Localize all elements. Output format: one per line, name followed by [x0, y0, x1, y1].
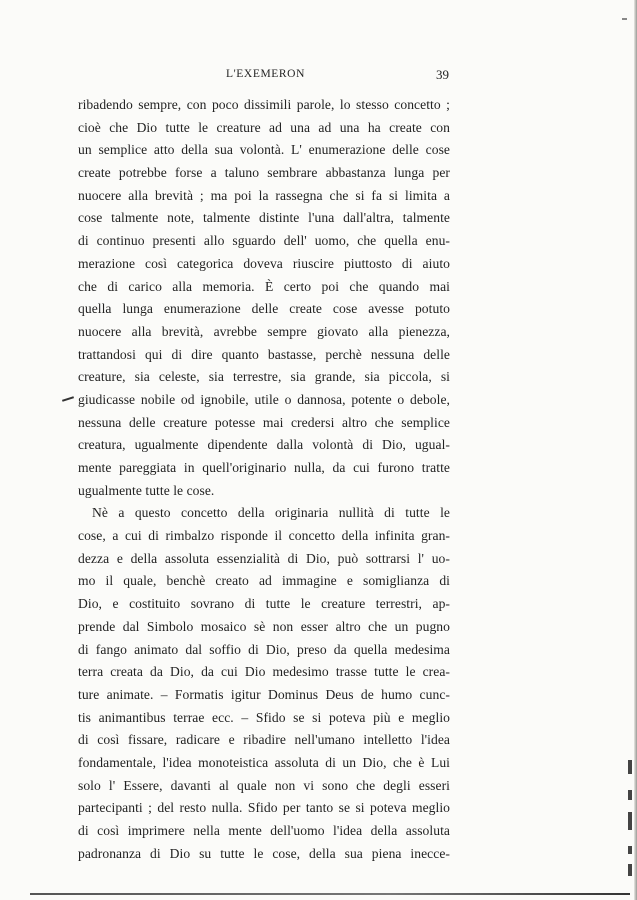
text-line: Nè a questo concetto della originaria nullità di tutte le — [92, 505, 450, 521]
text-line: trattandosi qui di dire quanto bastasse, perchè nessuna delle — [78, 346, 450, 362]
text-line: giudicasse nobile od ignobile, utile o dannosa, potente o debole, — [78, 391, 450, 407]
body-text — [78, 94, 450, 865]
text-line: tis animantibus terrae ecc. – Sfido se si poteva più e meglio — [78, 709, 450, 725]
margin-mark — [62, 396, 74, 402]
text-line: creatura, ugualmente dipendente dalla volontà di Dio, ugual- — [78, 437, 450, 453]
text-line: merazione così categorica doveva riuscire piuttosto di aiuto — [78, 255, 450, 271]
text-line: di così imprimere nella mente dell'uomo l'idea della assoluta — [78, 823, 450, 838]
text-line: fondamentale, l'idea monoteistica assoluta di un Dio, che è Lui — [78, 754, 450, 770]
text-line: cose, a cui di rimbalzo risponde il concetto della infinita gran- — [78, 528, 450, 544]
text-line: solo l' Essere, davanti al quale non vi sono che degli esseri — [78, 777, 450, 793]
text-line: di così fissare, radicare e ribadire nell'umano intelletto l'idea — [78, 732, 450, 748]
text-line: padronanza di Dio su tutte le cose, della sua piena inecce- — [78, 845, 450, 861]
scan-mark — [622, 18, 627, 20]
text-line: un semplice atto della sua volontà. L' enumerazione delle cose — [78, 142, 450, 158]
text-line: creature, sia celeste, sia terrestre, sia grande, sia piccola, si — [78, 369, 450, 385]
running-header — [0, 68, 637, 84]
text-line: nuocere alla brevità, avrebbe sempre giovato alla pienezza, — [78, 323, 450, 339]
text-line: ture animate. – Formatis igitur Dominus Deus de humo cunc- — [78, 686, 450, 702]
text-line: ugualmente tutte le cose. — [78, 482, 215, 498]
page-number: 39 — [436, 67, 449, 82]
text-line: mente pareggiata in quell'originario nulla, da cui furono tratte — [78, 460, 450, 475]
text-line: Dio, e costituito sovrano di tutte le creature terrestri, ap- — [78, 596, 450, 612]
text-line: di fango animato dal soffio di Dio, preso da quella medesima — [78, 641, 450, 657]
text-line: mo il quale, benchè creato ad immagine e somiglianza di — [78, 573, 450, 589]
text-line: quella lunga enumerazione delle create cose avesse potuto — [78, 301, 450, 317]
text-line: cioè che Dio tutte le creature ad una ad una ha create con — [78, 119, 450, 135]
running-title: L'EXEMERON — [226, 68, 305, 80]
text-line: di continuo presenti allo sguardo dell' uomo, che quella enu- — [78, 233, 450, 249]
page-edge-marks — [628, 760, 633, 880]
text-line: dezza e della assoluta essenzialità di Dio, può sottrarsi l' uo- — [78, 550, 450, 566]
text-line: che di carico alla memoria. È certo poi che quando mai — [78, 278, 450, 294]
text-line: cose talmente note, talmente distinte l'una dall'altra, talmente — [78, 210, 450, 226]
text-line: nuocere alla brevità ; ma poi la rassegna che si fa si limita a — [78, 187, 450, 203]
text-line: ribadendo sempre, con poco dissimili parole, lo stesso concetto ; — [78, 97, 450, 112]
text-line: prende dal Simbolo mosaico sè non esser altro che un pugno — [78, 618, 450, 634]
text-line: create potrebbe forse a taluno sembrare abbastanza lunga per — [78, 165, 450, 181]
text-line: partecipanti ; del resto nulla. Sfido per tanto se si poteva meglio — [78, 800, 450, 816]
text-line: terra creata da Dio, da cui Dio medesimo trasse tutte le crea- — [78, 664, 450, 680]
page-bottom-edge — [30, 893, 630, 895]
text-line: nessuna delle creature potesse mai credersi altro che semplice — [78, 414, 450, 430]
